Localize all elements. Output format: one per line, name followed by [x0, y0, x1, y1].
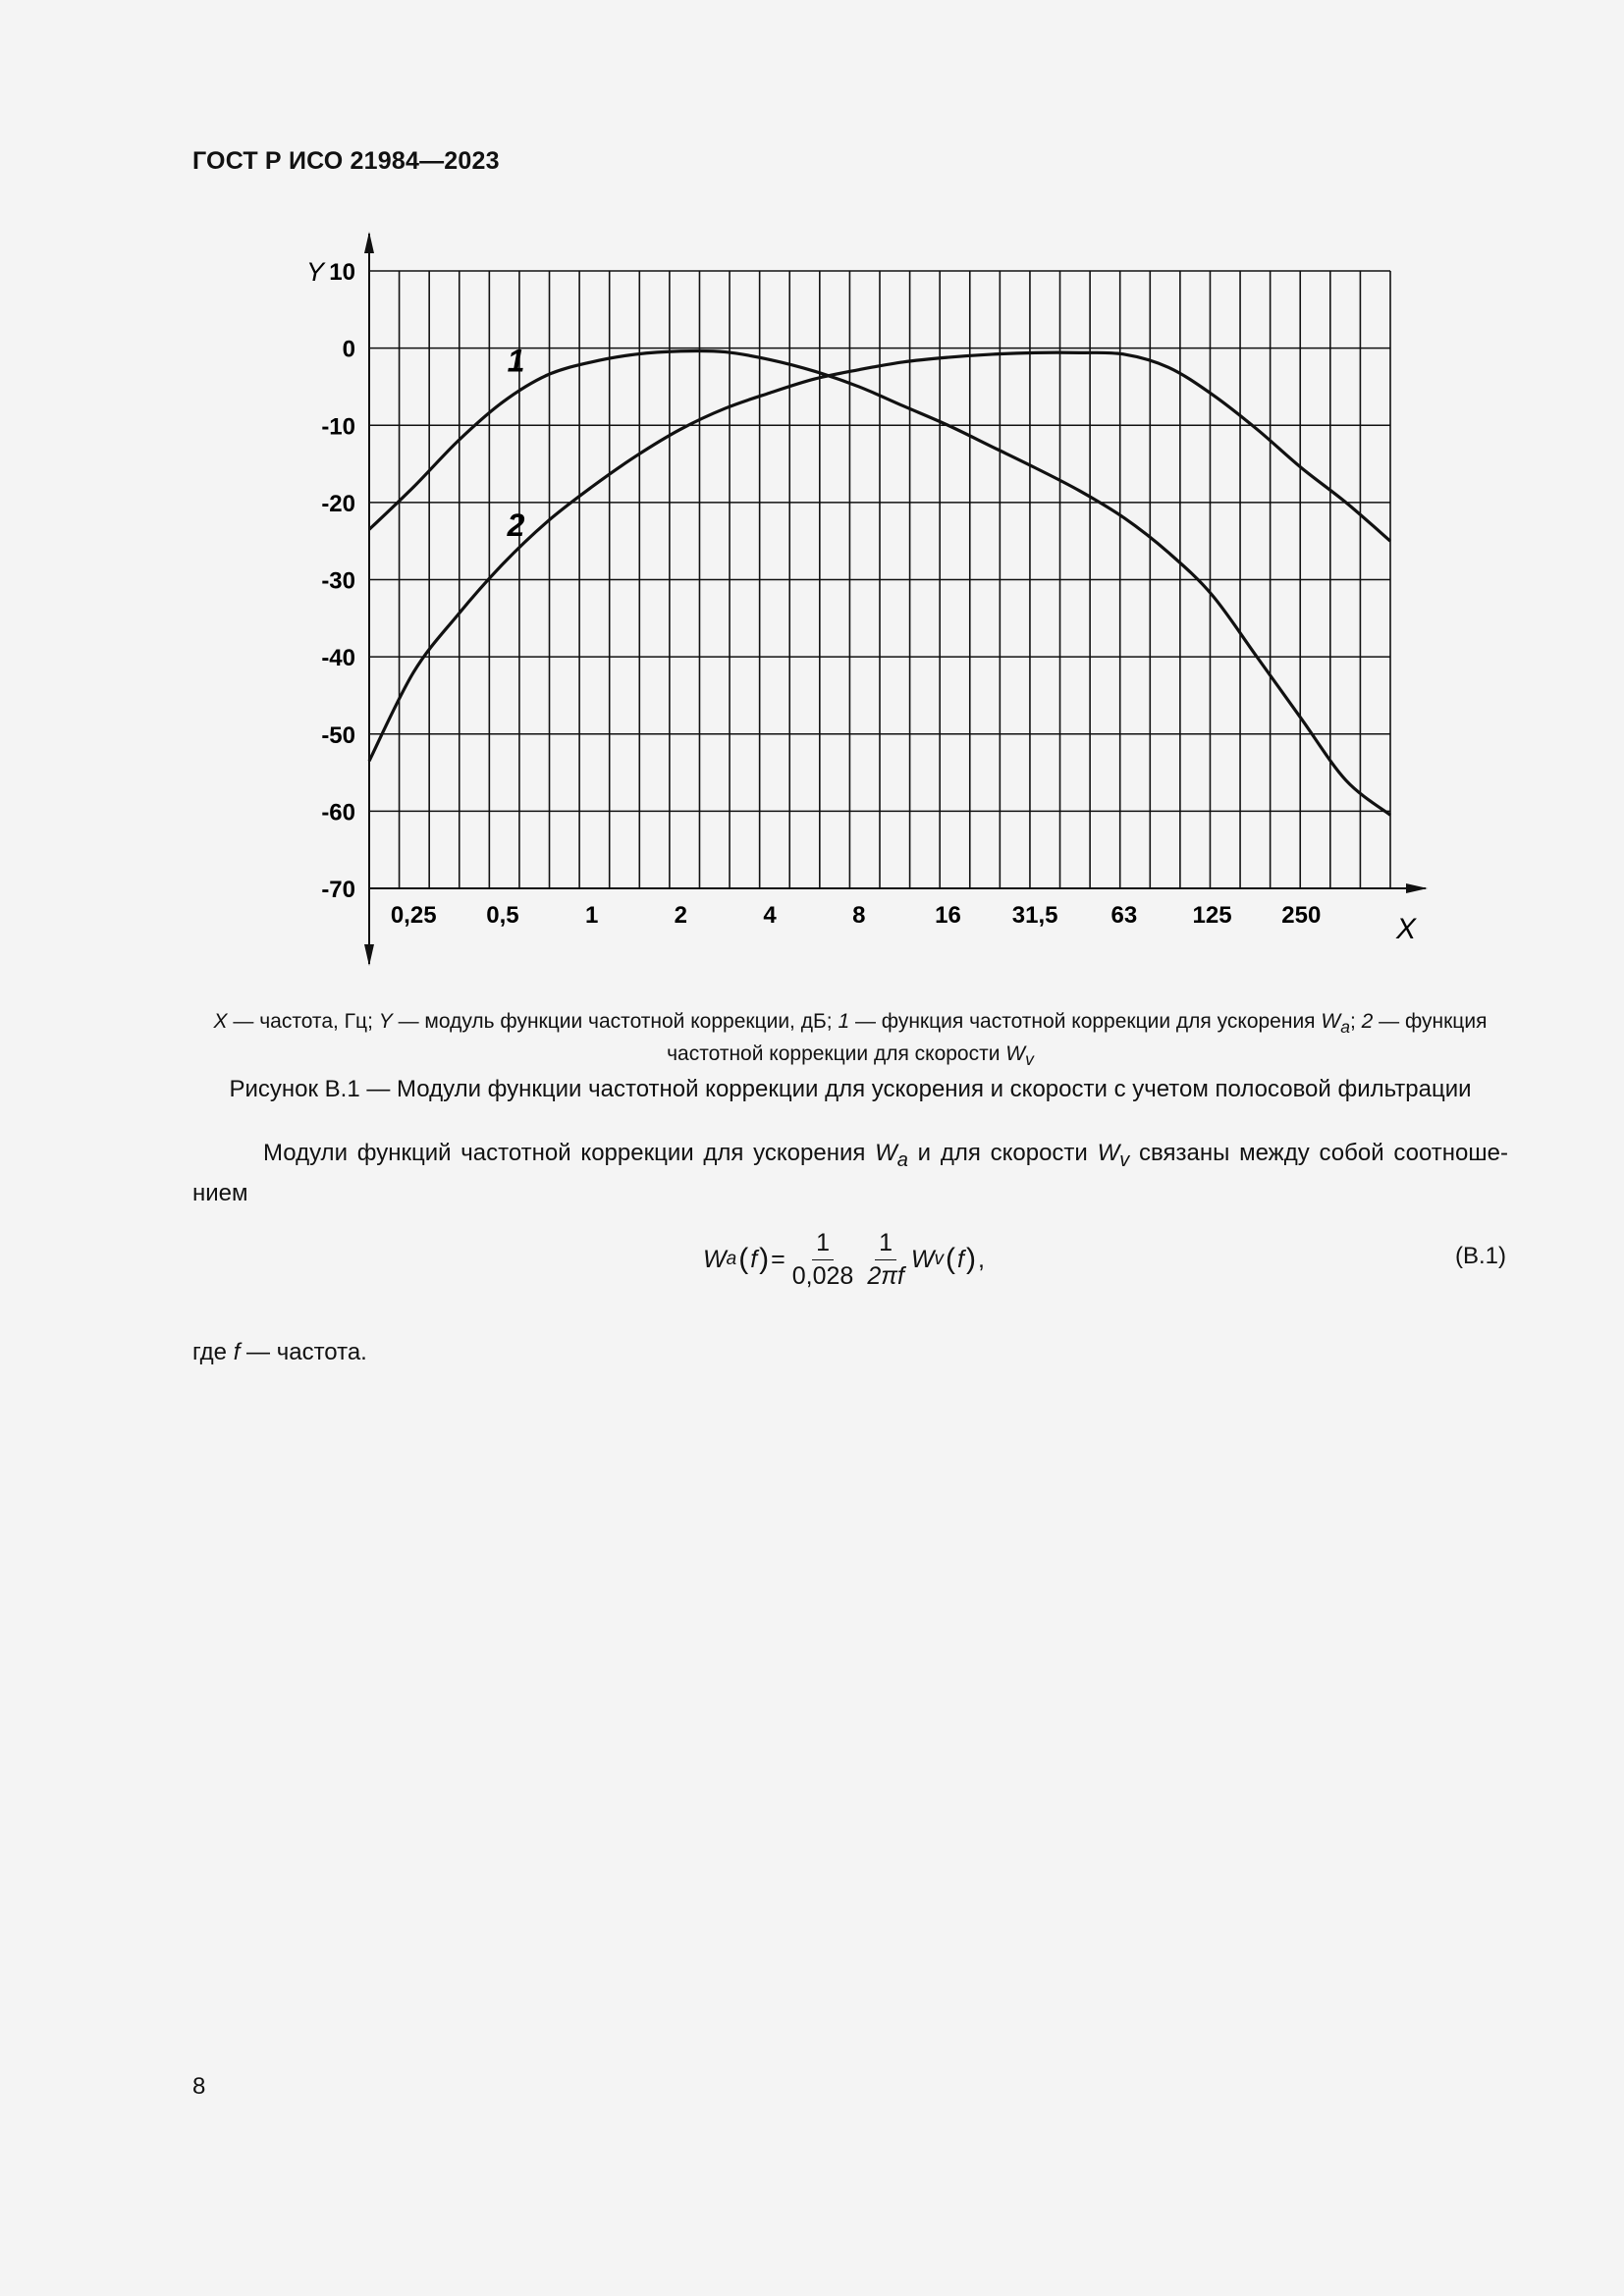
legend-1-subscript: a: [1340, 1017, 1350, 1038]
where-post: — частота.: [240, 1339, 367, 1365]
y-tick-label: -10: [321, 413, 355, 441]
figure-legend: [192, 1008, 1508, 1073]
formula-rhs-w: W: [910, 1245, 935, 1273]
formula-fraction-2: [863, 1229, 908, 1291]
y-tick-labels: [321, 259, 355, 903]
legend-1-text: — функция частотной коррекции для ускорения: [849, 1010, 1322, 1033]
body-paragraph: [192, 1137, 1508, 1209]
x-tick-label: 0,25: [390, 902, 437, 929]
y-tick-label: -40: [321, 645, 355, 672]
formula-lhs-w: W: [703, 1245, 727, 1273]
where-pre: где: [192, 1339, 234, 1365]
y-tick-label: -50: [321, 721, 355, 749]
legend-y-symbol: Y: [378, 1010, 393, 1033]
y-tick-label: -20: [321, 490, 355, 517]
x-tick-label: 1: [584, 902, 599, 929]
x-tick-label: 0,5: [486, 902, 519, 929]
where-f: f: [233, 1339, 241, 1365]
series-1-label: 1: [507, 343, 525, 379]
x-tick-label: 125: [1192, 902, 1232, 929]
fraction-2-numerator: 1: [875, 1229, 896, 1260]
x-tick-labels: [391, 902, 1321, 929]
para-w-a-subscript: a: [896, 1148, 908, 1171]
legend-2-symbol: W: [1005, 1042, 1026, 1066]
fraction-2-denominator: 2πf: [867, 1261, 904, 1290]
legend-separator: ;: [1349, 1010, 1362, 1033]
y-axis-arrow-down: [364, 944, 374, 966]
formula-close-paren: ): [759, 1243, 770, 1275]
equation-number: (В.1): [1455, 1243, 1507, 1269]
y-axis-label: Y: [306, 257, 325, 287]
y-tick-label: -60: [321, 799, 355, 827]
formula-equals: =: [771, 1245, 785, 1273]
para-text-2: и для скорости: [907, 1140, 1098, 1166]
x-tick-label: 8: [852, 902, 866, 929]
formula-fraction-1: [788, 1229, 858, 1291]
page-number: 8: [192, 2073, 206, 2100]
y-tick-label: 10: [329, 259, 355, 286]
x-tick-label: 4: [763, 902, 777, 929]
formula-lhs-f: f: [750, 1245, 758, 1273]
x-tick-label: 31,5: [1011, 902, 1058, 929]
x-axis-label: X: [1396, 913, 1417, 945]
para-w-v-symbol: W: [1097, 1140, 1120, 1166]
x-tick-label: 63: [1110, 902, 1138, 929]
frequency-correction-chart: [0, 0, 1624, 991]
x-tick-label: 2: [674, 902, 688, 929]
document-header: ГОСТ Р ИСО 21984—2023: [192, 147, 500, 175]
legend-y-text: — модуль функции частотной коррекции, дБ;: [392, 1010, 839, 1033]
formula-tail: ,: [977, 1245, 985, 1273]
x-tick-label: 250: [1281, 902, 1322, 929]
fraction-1-denominator: 0,028: [791, 1261, 854, 1290]
y-tick-label: -30: [321, 567, 355, 595]
series-2-label: 2: [507, 507, 525, 543]
y-tick-label: -70: [321, 877, 355, 903]
y-tick-label: 0: [342, 336, 355, 363]
formula-rhs-sub: v: [934, 1249, 945, 1269]
para-w-a-symbol: W: [875, 1140, 897, 1166]
formula-b1: [703, 1225, 985, 1294]
axes: [364, 232, 1428, 966]
y-axis-arrow-up: [364, 232, 374, 253]
x-axis-arrow: [1406, 883, 1428, 893]
fraction-1-numerator: 1: [812, 1229, 834, 1260]
legend-2-subscript: v: [1025, 1049, 1034, 1070]
legend-1-symbol: W: [1321, 1010, 1341, 1033]
x-tick-label: 16: [935, 902, 961, 929]
legend-x-text: — частота, Гц;: [227, 1010, 379, 1033]
legend-2-text: — функция частотной коррекции для скорости: [667, 1010, 1488, 1066]
legend-2-number: 2: [1361, 1010, 1374, 1033]
formula-rhs-f: f: [957, 1245, 964, 1273]
formula-rhs-close-paren: ): [965, 1243, 976, 1275]
legend-x-symbol: X: [213, 1010, 228, 1033]
para-text-3: связаны между собой соотноше-нием: [192, 1140, 1508, 1206]
legend-1-number: 1: [838, 1010, 850, 1033]
formula-rhs-open-paren: (: [946, 1243, 956, 1275]
para-text-1: Модули функций частотной коррекции для ускорения: [263, 1140, 876, 1166]
where-clause: [192, 1339, 367, 1366]
para-w-v-subscript: v: [1119, 1148, 1130, 1171]
figure-caption: Рисунок В.1 — Модули функции частотной коррекции для ускорения и скорости с учетом полосовой фильтрации: [229, 1076, 1472, 1102]
formula-open-paren: (: [738, 1243, 749, 1275]
formula-lhs-sub: a: [726, 1249, 737, 1269]
